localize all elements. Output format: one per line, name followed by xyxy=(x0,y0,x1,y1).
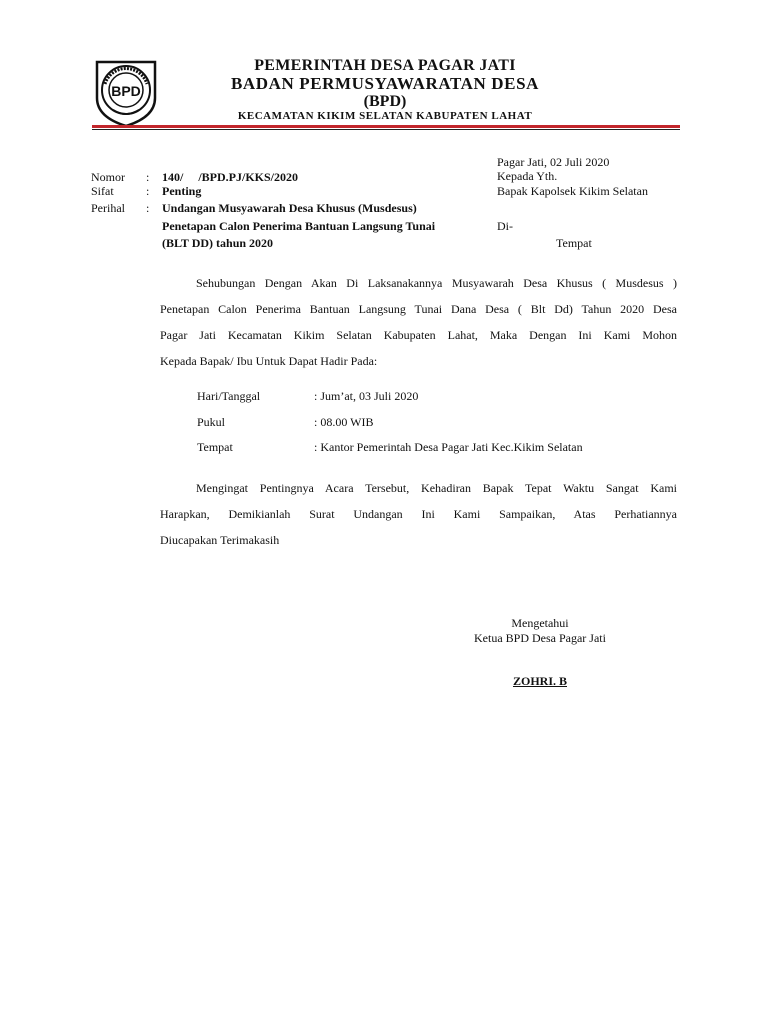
perihal-line-1: Undangan Musyawarah Desa Khusus (Musdesus) xyxy=(162,201,417,215)
nomor-colon: : xyxy=(146,170,150,184)
recipient-kepada: Kepada Yth. xyxy=(497,169,558,183)
signature-mengetahui: Mengetahui xyxy=(511,616,569,630)
nomor-value: 140/ /BPD.PJ/KKS/2020 xyxy=(162,170,299,184)
body-paragraph-1 xyxy=(160,270,677,374)
detail-label-tempat: Tempat xyxy=(197,440,233,454)
detail-value-tempat: : Kantor Pemerintah Desa Pagar Jati Kec.Kikim Selatan xyxy=(314,440,583,454)
body-p2-line: Harapkan, Demikianlah Surat Undangan Ini Kami Sampaikan, Atas Perhatiannya xyxy=(160,507,677,521)
body-p1-line: Kepada Bapak/ Ibu Untuk Dapat Hadir Pada: xyxy=(160,354,378,368)
signature-name: ZOHRI. B xyxy=(512,674,567,688)
body-p1-line: Pagar Jati Kecamatan Kikim Selatan Kabupaten Lahat, Maka Dengan Ini Kami Mohon xyxy=(160,328,677,342)
perihal-line-2: Penetapan Calon Penerima Bantuan Langsung Tunai xyxy=(162,219,436,233)
sifat-label: Sifat xyxy=(91,184,114,198)
body-paragraph-2 xyxy=(160,475,677,553)
recipient-tempat: Tempat xyxy=(556,236,592,250)
letterhead-line-2: BADAN PERMUSYAWARATAN DESA xyxy=(230,74,540,93)
bpd-logo-icon xyxy=(93,58,159,128)
body-p1-line: Penetapan Calon Penerima Bantuan Langsung Tunai Dana Desa ( Blt Dd) Tahun 2020 Desa xyxy=(160,302,677,316)
detail-label-hari: Hari/Tanggal xyxy=(197,389,261,403)
letterhead-red-rule xyxy=(92,125,680,128)
letterhead-line-1: PEMERINTAH DESA PAGAR JATI xyxy=(254,57,516,74)
detail-value-hari: : Jum’at, 03 Juli 2020 xyxy=(314,389,419,403)
nomor-label: Nomor xyxy=(91,170,125,184)
sifat-colon: : xyxy=(146,184,150,198)
detail-label-pukul: Pukul xyxy=(197,415,226,429)
letterhead-line-4: KECAMATAN KIKIM SELATAN KABUPATEN LAHAT xyxy=(237,110,533,122)
body-p2-line: Mengingat Pentingnya Acara Tersebut, Kehadiran Bapak Tepat Waktu Sangat Kami xyxy=(196,481,677,495)
logo-text: BPD xyxy=(111,83,141,99)
body-p2-line: Diucapakan Terimakasih xyxy=(160,533,280,547)
letterhead-black-rule xyxy=(92,129,680,130)
body-p1-line: Sehubungan Dengan Akan Di Laksanakannya Musyawarah Desa Khusus ( Musdesus ) xyxy=(196,276,677,290)
signature-position: Ketua BPD Desa Pagar Jati xyxy=(474,631,606,645)
perihal-line-3: (BLT DD) tahun 2020 xyxy=(162,236,274,250)
perihal-colon: : xyxy=(146,201,150,215)
sifat-value: Penting xyxy=(162,184,202,198)
letterhead-line-3: (BPD) xyxy=(363,93,407,110)
detail-value-pukul: : 08.00 WIB xyxy=(314,415,374,429)
letter-date: Pagar Jati, 02 Juli 2020 xyxy=(497,155,610,169)
perihal-label: Perihal xyxy=(91,201,125,215)
recipient-name: Bapak Kapolsek Kikim Selatan xyxy=(497,184,648,198)
recipient-di: Di- xyxy=(497,219,513,233)
